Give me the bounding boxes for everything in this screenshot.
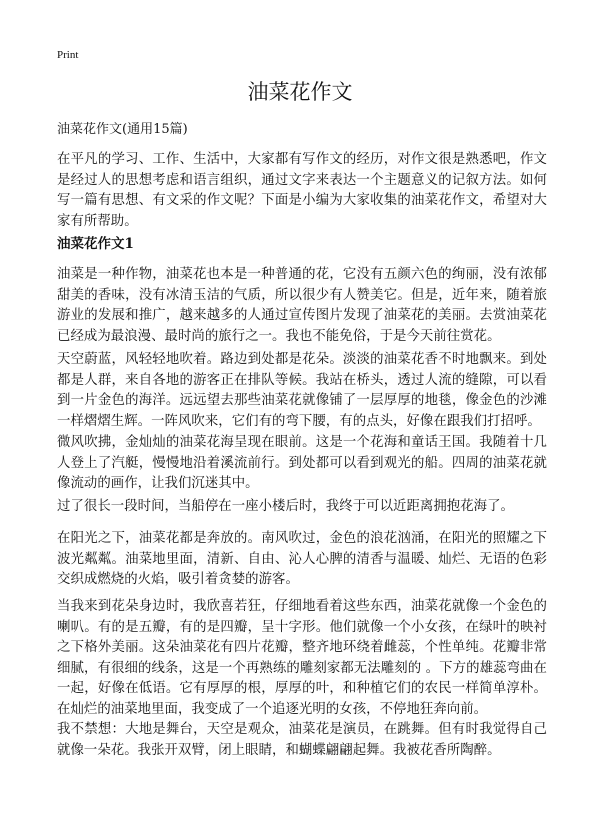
body-paragraph-7: 我不禁想：大地是舞台，天空是观众，油菜花是演员，在跳舞。但有时我觉得自己就像一朵花。我张开双臂，闭上眼睛，和蝴蝶翩翩起舞。我被花香所陶醉。	[57, 722, 547, 758]
document-subtitle: 油菜花作文(通用15篇)	[57, 122, 188, 137]
section-heading: 油菜花作文1	[57, 236, 134, 252]
body-paragraph-6: 当我来到花朵身边时，我欣喜若狂，仔细地看着这些东西，油菜花就像一个金色的喇叭。有的是五瓣，有的是四瓣，呈十字形。他们就像一个小女孩，在绿叶的映衬之下格外美丽。这朵油菜花有四片花瓣，整齐地环绕着雌蕊，个性单纯。花瓣非常细腻，有很细的线条，这是一个再熟练的雕刻家都无法雕刻的 。下方的雄蕊弯曲在一起，好像在低语。它有厚厚的根，厚厚的叶，和种植它们的农民一样简单淳朴。在灿烂的油菜地里面，我变成了一个追逐光明的女孩，不停地狂奔向前。	[57, 599, 547, 717]
body-paragraph-1: 油菜是一种作物，油菜花也本是一种普通的花，它没有五颜六色的绚丽，没有浓郁甜美的香味，没有冰清玉洁的气质，所以很少有人赞美它。但是，近年来，随着旅游业的发展和推广，越来越多的人通过宣传图片发现了油菜花的美丽。去赏油菜花已经成为最浪漫、最时尚的旅行之一。我也不能免俗，于是今天前往赏花。	[57, 267, 547, 344]
body-paragraph-4: 过了很长一段时间，当船停在一座小楼后时，我终于可以近距离拥抱花海了。	[57, 499, 514, 514]
body-paragraph-3: 微风吹拂，金灿灿的油菜花海呈现在眼前。这是一个花海和童话王国。我随着十几人登上了汽艇，慢慢地沿着溪流前行。到处都可以看到观光的船。四周的油菜花就像流动的画作，让我们沉迷其中。	[57, 435, 547, 491]
body-paragraph-2: 天空蔚蓝，风轻轻地吹着。路边到处都是花朵。淡淡的油菜花香不时地飘来。到处都是人群，来自各地的游客正在排队等候。我站在桥头，透过人流的缝隙，可以看到一片金色的海洋。远远望去那些油菜花就像铺了一层厚厚的地毯，像金色的沙滩一样熠熠生辉。一阵风吹来，它们有的弯下腰，有的点头，好像在跟我们打招呼。	[57, 352, 547, 429]
page-title: 油菜花作文	[247, 80, 353, 104]
intro-paragraph: 在平凡的学习、工作、生活中，大家都有写作文的经历，对作文很是熟悉吧，作文是经过人的思想考虑和语言组织，通过文字来表达一个主题意义的记叙方法。如何写一篇有思想、有文采的作文呢？下面是小编为大家收集的油菜花作文，希望对大家有所帮助。	[57, 152, 547, 229]
print-label: Print	[57, 49, 79, 61]
body-paragraph-5: 在阳光之下，油菜花都是奔放的。南风吹过，金色的浪花汹涌，在阳光的照耀之下波光粼粼。油菜地里面，清新、自由、沁人心脾的清香与温暖、灿烂、无语的色彩交织成燃烧的火焰，吸引着贪婪的游客。	[57, 531, 547, 587]
